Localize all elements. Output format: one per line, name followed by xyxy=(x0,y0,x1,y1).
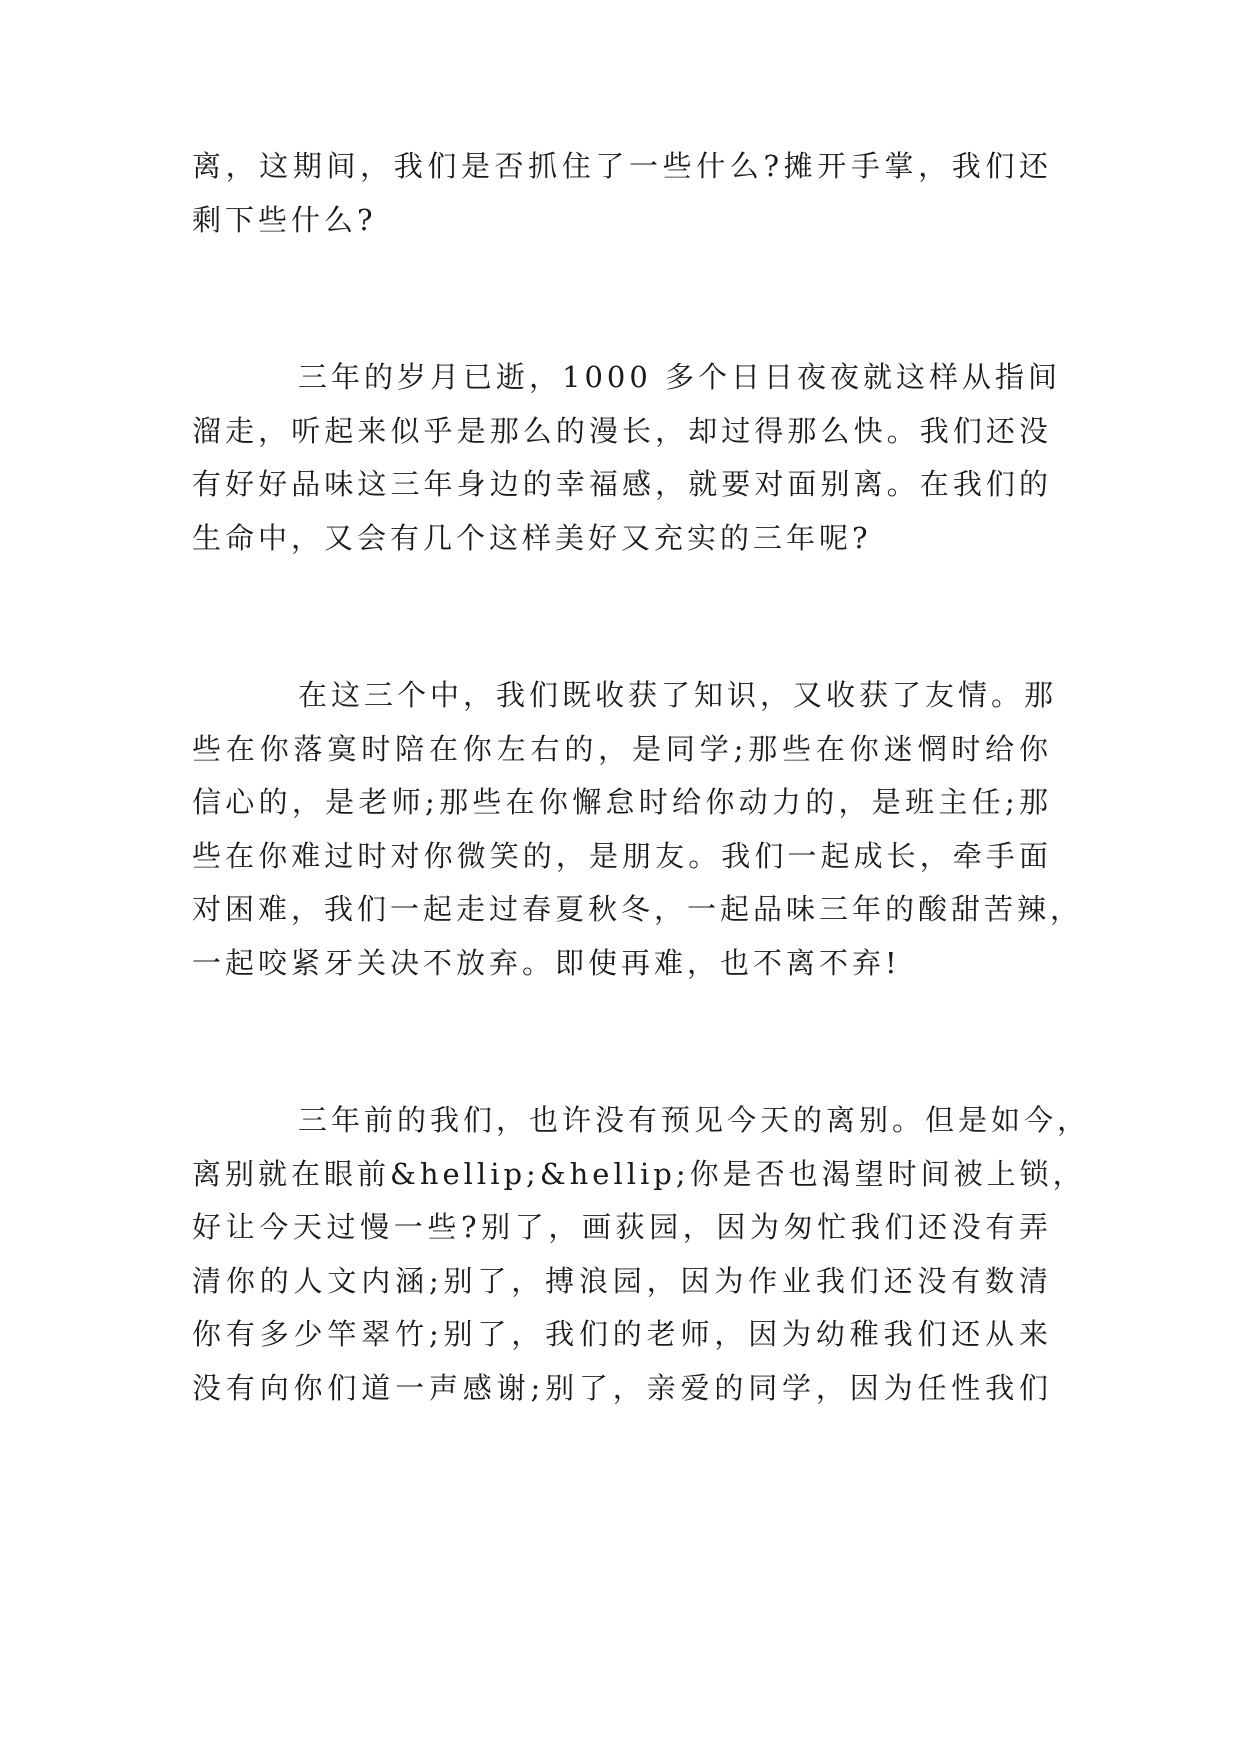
text-line: 对困难，我们一起走过春夏秋冬，一起品味三年的酸甜苦辣， xyxy=(192,892,1084,926)
text-line: 三年的岁月已逝，1000 多个日日夜夜就这样从指间 xyxy=(298,360,1062,394)
text-line: 离别就在眼前&hellip;&hellip;你是否也渴望时间被上锁， xyxy=(192,1157,1086,1191)
text-line: 信心的，是老师;那些在你懈怠时给你动力的，是班主任;那 xyxy=(192,785,1052,819)
text-line: 清你的人文内涵;别了，搏浪园，因为作业我们还没有数清 xyxy=(192,1264,1052,1298)
text-line: 溜走，听起来似乎是那么的漫长，却过得那么快。我们还没 xyxy=(192,414,1052,448)
text-line: 没有向你们道一声感谢;别了，亲爱的同学，因为任性我们 xyxy=(192,1371,1052,1405)
text-line: 一起咬紧牙关决不放弃。即使再难，也不离不弃! xyxy=(192,946,901,980)
text-line: 三年前的我们，也许没有预见今天的离别。但是如今， xyxy=(298,1103,1091,1137)
text-line: 生命中，又会有几个这样美好又充实的三年呢? xyxy=(192,521,872,555)
text-line: 些在你落寞时陪在你左右的，是同学;那些在你迷惘时给你 xyxy=(192,732,1052,766)
text-line: 在这三个中，我们既收获了知识，又收获了友情。那 xyxy=(298,678,1058,712)
text-line: 你有多少竿翠竹;别了，我们的老师，因为幼稚我们还从来 xyxy=(192,1317,1052,1351)
text-line: 离，这期间，我们是否抓住了一些什么?摊开手掌，我们还 xyxy=(192,149,1052,183)
text-line: 好让今天过慢一些?别了，画荻园，因为匆忙我们还没有弄 xyxy=(192,1210,1052,1244)
text-line: 剩下些什么? xyxy=(192,203,377,237)
text-line: 有好好品味这三年身边的幸福感，就要对面别离。在我们的 xyxy=(192,467,1052,501)
text-line: 些在你难过时对你微笑的，是朋友。我们一起成长，牵手面 xyxy=(192,839,1052,873)
